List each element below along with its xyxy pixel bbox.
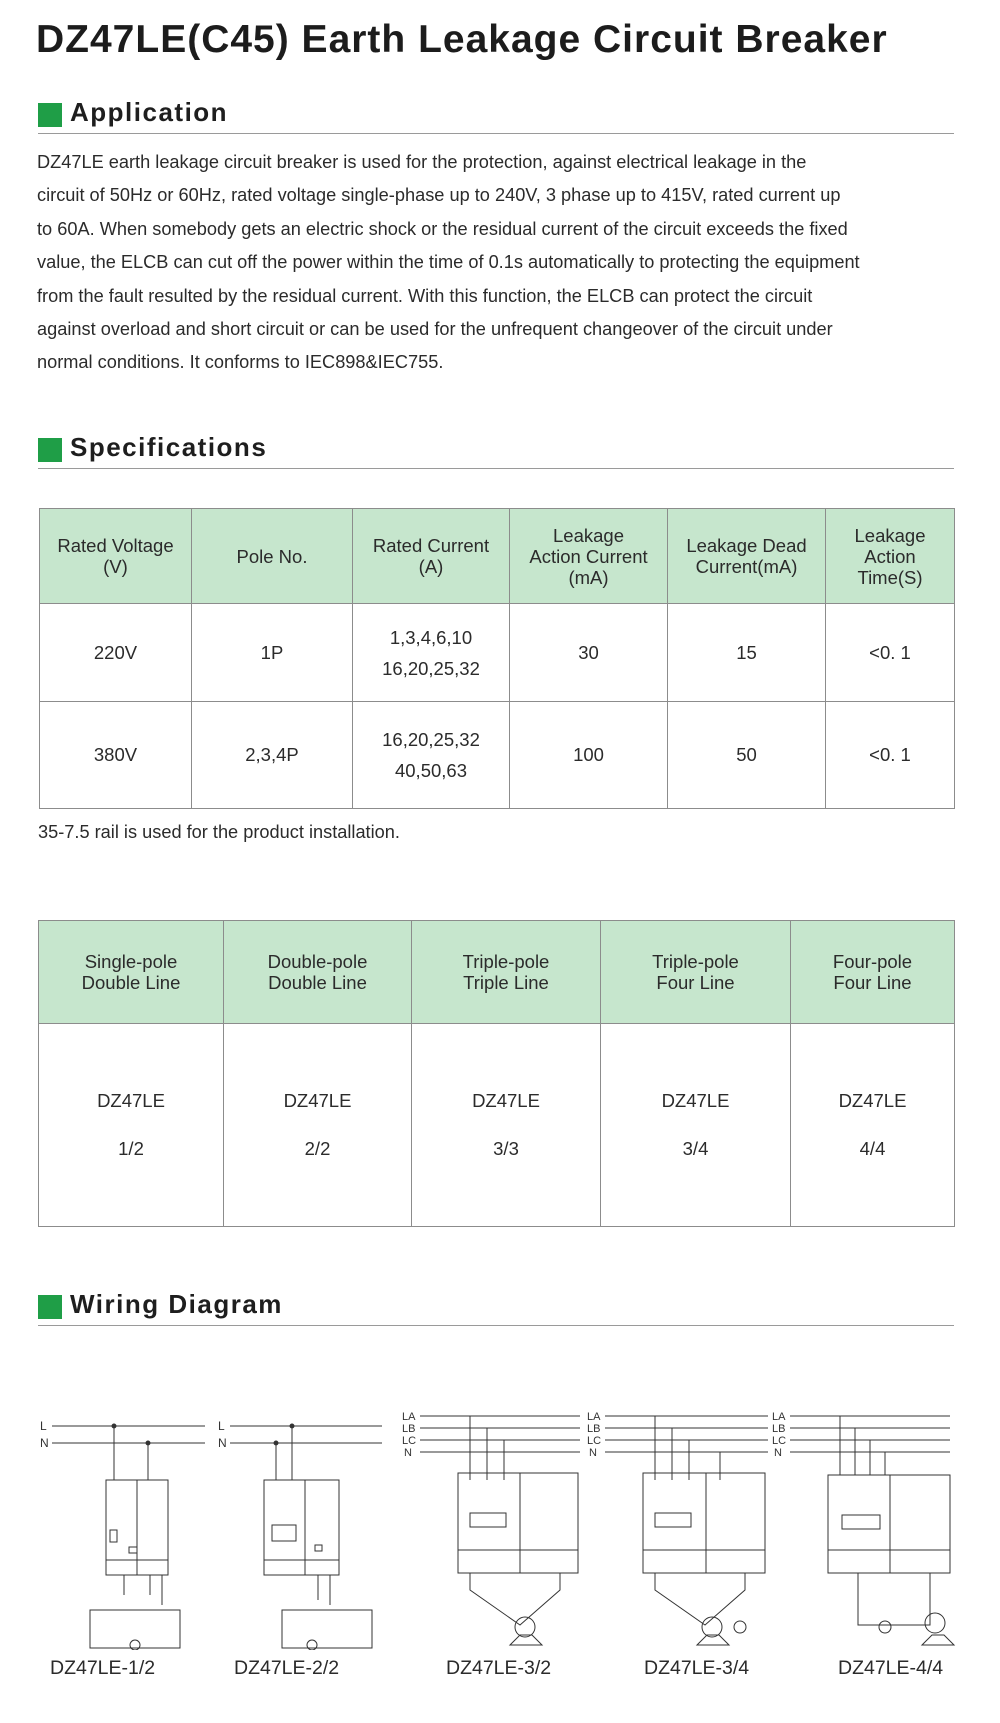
page-title: DZ47LE(C45) Earth Leakage Circuit Breaker: [36, 18, 888, 61]
wiring-label: DZ47LE-2/2: [234, 1657, 340, 1679]
svg-text:LB: LB: [587, 1423, 601, 1435]
svg-text:LC: LC: [772, 1435, 787, 1447]
section-title: Specifications: [70, 432, 268, 462]
header-four-pole: Four-pole Four Line: [791, 921, 955, 1024]
table-cell: 50: [668, 702, 826, 809]
application-paragraph: [37, 146, 967, 380]
header-double-pole: Double-pole Double Line: [224, 921, 412, 1024]
paragraph-line: value, the ELCB can cut off the power within the time of 0.1s automatically to protecting the equipment: [37, 252, 860, 273]
table-header-row: [39, 921, 955, 1024]
table-cell: DZ47LE 3/4: [601, 1024, 791, 1227]
header-leakage-dead-current: Leakage Dead Current(mA): [668, 509, 826, 604]
table-cell: 2,3,4P: [192, 702, 353, 809]
section-header-wiring: [38, 1287, 954, 1326]
table-cell: 100: [510, 702, 668, 809]
table-cell: <0. 1: [826, 604, 955, 702]
table-cell: DZ47LE 3/3: [412, 1024, 601, 1227]
header-single-pole: Single-pole Double Line: [39, 921, 224, 1024]
paragraph-line: against overload and short circuit or can be used for the unfrequent changeover of the circuit under: [37, 319, 833, 340]
header-leakage-action-time: Leakage Action Time(S): [826, 509, 955, 604]
table-cell: 16,20,25,32 40,50,63: [353, 702, 510, 809]
paragraph-line: normal conditions. It conforms to IEC898&IEC755.: [37, 352, 444, 373]
wiring-diagram-3-2: [402, 1411, 580, 1645]
section-title: Application: [70, 97, 229, 127]
svg-text:LB: LB: [402, 1423, 416, 1435]
section-marker-icon: [38, 103, 62, 127]
paragraph-line: circuit of 50Hz or 60Hz, rated voltage single-phase up to 240V, 3 phase up to 415V, rated current up: [37, 185, 841, 206]
svg-text:LA: LA: [402, 1411, 416, 1423]
table-row: [39, 1024, 955, 1227]
wiring-diagram-1-2: [40, 1419, 205, 1650]
table-cell: 30: [510, 604, 668, 702]
section-header-specifications: [38, 430, 954, 469]
table-cell: <0. 1: [826, 702, 955, 809]
table-cell: 380V: [40, 702, 192, 809]
installation-note: 35-7.5 rail is used for the product installation.: [38, 822, 400, 842]
wiring-label: DZ47LE-1/2: [50, 1657, 156, 1679]
table-cell: 1P: [192, 604, 353, 702]
svg-text:LC: LC: [402, 1435, 417, 1447]
svg-text:N: N: [589, 1447, 597, 1459]
svg-text:L: L: [218, 1419, 225, 1433]
section-title: Wiring Diagram: [70, 1289, 283, 1319]
wiring-label: DZ47LE-3/2: [446, 1657, 552, 1679]
specifications-table: [39, 508, 955, 809]
wiring-diagram: [0, 1395, 1000, 1650]
table-cell: 15: [668, 604, 826, 702]
svg-text:N: N: [218, 1436, 227, 1450]
svg-text:LA: LA: [772, 1411, 786, 1423]
header-leakage-action-current: Leakage Action Current (mA): [510, 509, 668, 604]
header-rated-current: Rated Current (A): [353, 509, 510, 604]
svg-text:N: N: [774, 1447, 782, 1459]
table-cell: DZ47LE 4/4: [791, 1024, 955, 1227]
table-header-row: [40, 509, 955, 604]
svg-text:N: N: [40, 1436, 49, 1450]
model-table: [38, 920, 955, 1227]
table-cell: DZ47LE 1/2: [39, 1024, 224, 1227]
wiring-label: DZ47LE-4/4: [838, 1657, 944, 1679]
svg-text:LC: LC: [587, 1435, 602, 1447]
wiring-label: DZ47LE-3/4: [644, 1657, 750, 1679]
table-cell: 220V: [40, 604, 192, 702]
header-pole-no: Pole No.: [192, 509, 353, 604]
section-marker-icon: [38, 438, 62, 462]
wiring-diagram-2-2: [218, 1419, 382, 1650]
section-marker-icon: [38, 1295, 62, 1319]
svg-text:LB: LB: [772, 1423, 786, 1435]
svg-text:L: L: [40, 1419, 47, 1433]
table-cell: DZ47LE 2/2: [224, 1024, 412, 1227]
header-rated-voltage: Rated Voltage (V): [40, 509, 192, 604]
header-triple-pole-four-line: Triple-pole Four Line: [601, 921, 791, 1024]
wiring-diagram-4-4: [772, 1411, 954, 1645]
svg-text:LA: LA: [587, 1411, 601, 1423]
header-triple-pole-triple-line: Triple-pole Triple Line: [412, 921, 601, 1024]
svg-text:N: N: [404, 1447, 412, 1459]
paragraph-line: to 60A. When somebody gets an electric shock or the residual current of the circuit exceeds the fixed: [37, 218, 848, 239]
table-cell: 1,3,4,6,10 16,20,25,32: [353, 604, 510, 702]
wiring-diagram-3-4: [587, 1411, 768, 1645]
section-header-application: [38, 95, 954, 134]
table-row: [40, 702, 955, 809]
paragraph-line: DZ47LE earth leakage circuit breaker is used for the protection, against electrical leakage in the: [37, 152, 807, 172]
paragraph-line: from the fault resulted by the residual current. With this function, the ELCB can protect the circuit: [37, 285, 813, 306]
table-row: [40, 604, 955, 702]
